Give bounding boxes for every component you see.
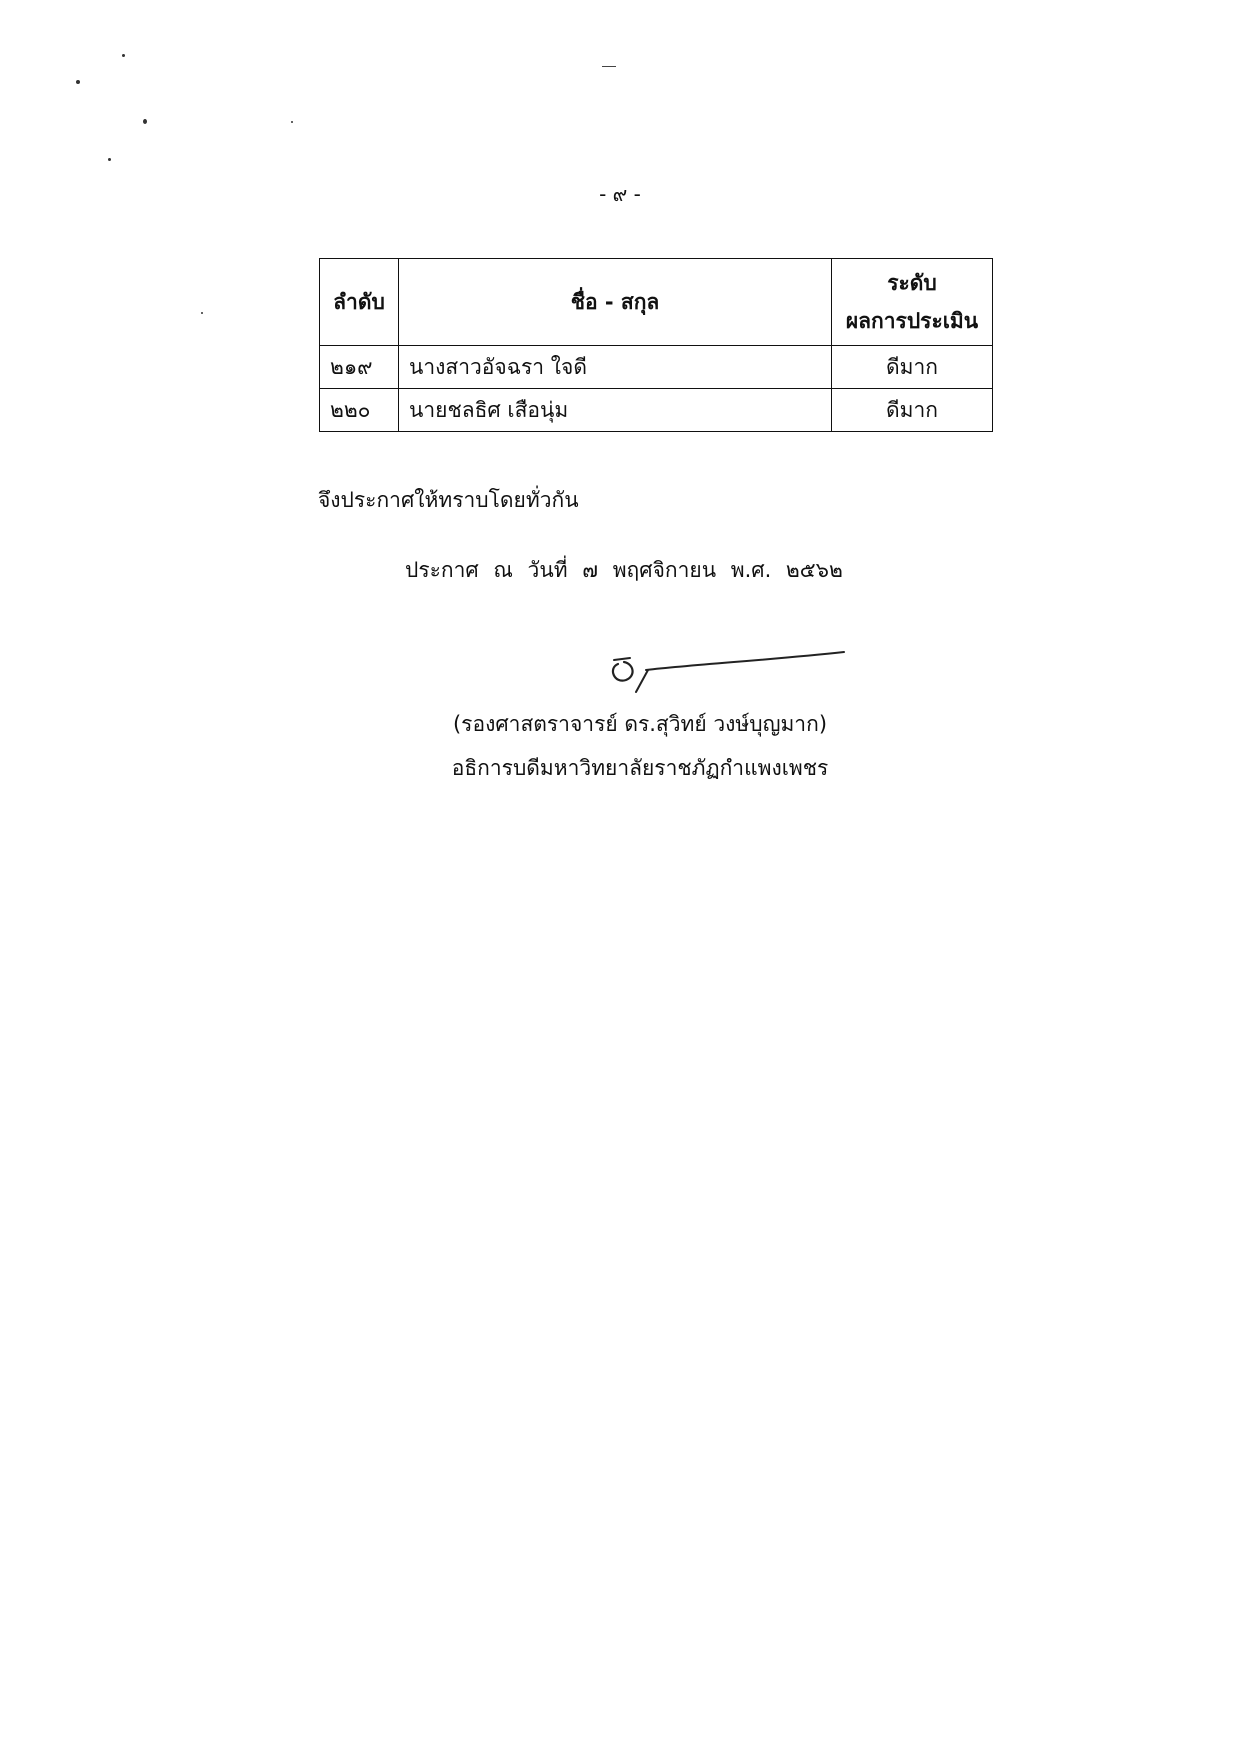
row-rating: ดีมาก	[832, 389, 993, 432]
header-rating	[832, 259, 993, 346]
scan-speck	[122, 54, 125, 57]
results-table	[319, 258, 993, 432]
signer-title: อธิการบดีมหาวิทยาลัยราชภัฏกำแพงเพชร	[451, 756, 829, 780]
scan-speck	[143, 119, 147, 124]
signer-name: (รองศาสตราจารย์ ดร.สุวิทย์ วงษ์บุญมาก)	[452, 712, 828, 736]
header-name: ชื่อ - สกุล	[399, 259, 832, 346]
page-number: - ๙ -	[599, 182, 641, 206]
scan-speck	[201, 312, 203, 314]
announcement-date: ประกาศ ณ วันที่ ๗ พฤศจิกายน พ.ศ. ๒๕๖๒	[405, 558, 843, 582]
table-row	[320, 346, 993, 389]
header-rating-line1: ระดับ	[887, 271, 937, 295]
row-order: ๒๒๐	[320, 389, 399, 432]
handwritten-signature	[600, 640, 850, 700]
header-rating-line2: ผลการประเมิน	[845, 309, 979, 333]
row-rating: ดีมาก	[832, 346, 993, 389]
scan-dash	[602, 66, 616, 67]
scan-speck	[76, 80, 80, 84]
closing-text: จึงประกาศให้ทราบโดยทั่วกัน	[318, 488, 579, 512]
row-name: นางสาวอัจฉรา ใจดี	[399, 346, 832, 389]
row-name: นายชลธิศ เสือนุ่ม	[399, 389, 832, 432]
header-order: ลำดับ	[320, 259, 399, 346]
row-order: ๒๑๙	[320, 346, 399, 389]
table-row	[320, 389, 993, 432]
table-header-row	[320, 259, 993, 346]
scan-speck	[108, 158, 111, 161]
scan-speck	[291, 121, 293, 123]
